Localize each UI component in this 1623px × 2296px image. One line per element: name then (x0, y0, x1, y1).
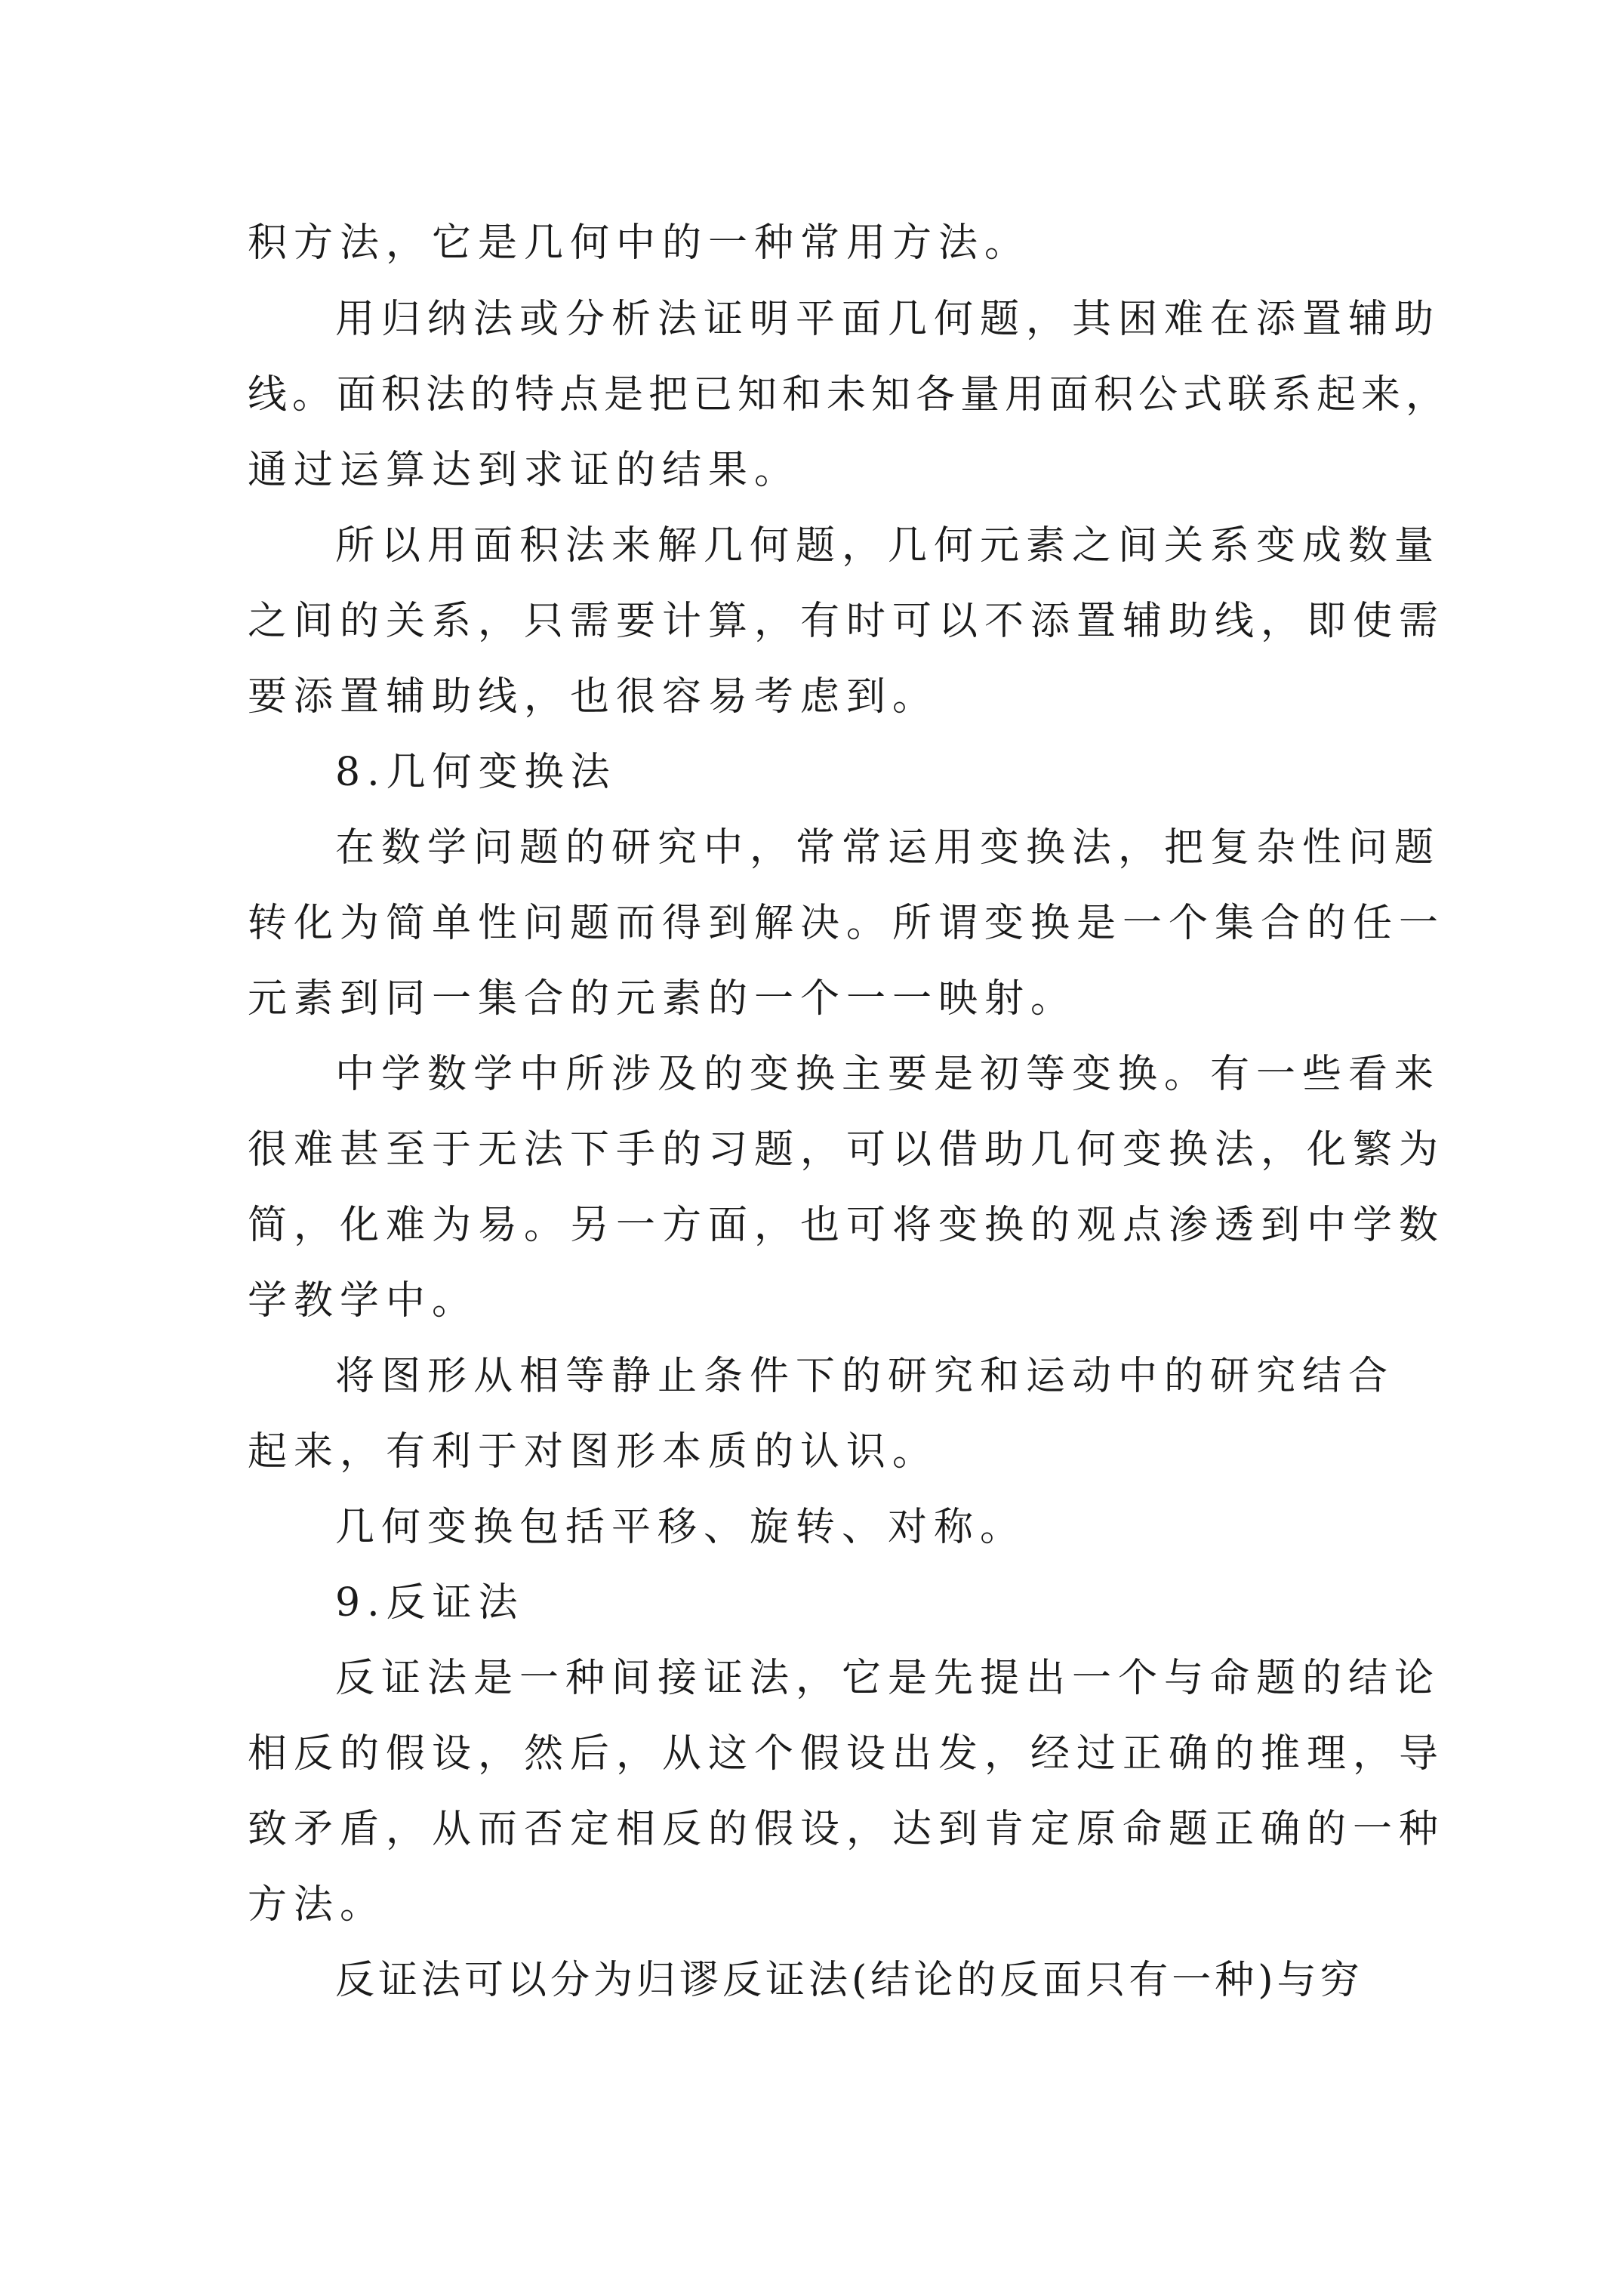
section-heading-8: 8.几何变换法 (335, 750, 617, 795)
paragraph-start: 用归纳法或分析法证明平面几何题，其困难在添置辅助 (335, 297, 1441, 342)
text-line: 简，化难为易。另一方面，也可将变换的观点渗透到中学数 (248, 1203, 1446, 1248)
paragraph-start: 几何变换包括平移、旋转、对称。 (335, 1505, 1027, 1550)
paragraph-start: 在数学问题的研究中，常常运用变换法，把复杂性问题 (335, 825, 1441, 871)
text-line: 很难甚至于无法下手的习题，可以借助几何变换法，化繁为 (248, 1127, 1446, 1173)
paragraph-start: 将图形从相等静止条件下的研究和运动中的研究结合 (335, 1354, 1395, 1399)
text-line: 通过运算达到求证的结果。 (248, 448, 801, 493)
text-line: 起来，有利于对图形本质的认识。 (248, 1429, 939, 1475)
paragraph-start: 中学数学中所涉及的变换主要是初等变换。有一些看来 (335, 1052, 1441, 1097)
paragraph-start: 反证法是一种间接证法，它是先提出一个与命题的结论 (335, 1656, 1441, 1701)
text-line: 之间的关系，只需要计算，有时可以不添置辅助线，即使需 (248, 599, 1446, 644)
text-line: 积方法，它是几何中的一种常用方法。 (248, 220, 1031, 266)
text-line: 相反的假设，然后，从这个假设出发，经过正确的推理，导 (248, 1731, 1446, 1777)
text-line: 要添置辅助线，也很容易考虑到。 (248, 674, 939, 720)
text-line: 致矛盾，从而否定相反的假设，达到肯定原命题正确的一种 (248, 1807, 1446, 1852)
paragraph-start: 反证法可以分为归谬反证法(结论的反面只有一种)与穷 (335, 1958, 1363, 2003)
text-line: 线。面积法的特点是把已知和未知各量用面积公式联系起来， (248, 372, 1451, 418)
text-line: 方法。 (248, 1882, 387, 1928)
paragraph-start: 所以用面积法来解几何题，几何元素之间关系变成数量 (335, 523, 1441, 569)
text-line: 转化为简单性问题而得到解决。所谓变换是一个集合的任一 (248, 901, 1446, 946)
section-heading-9: 9.反证法 (335, 1580, 525, 1626)
text-line: 学教学中。 (248, 1278, 479, 1324)
text-line: 元素到同一集合的元素的一个一一映射。 (248, 976, 1077, 1022)
